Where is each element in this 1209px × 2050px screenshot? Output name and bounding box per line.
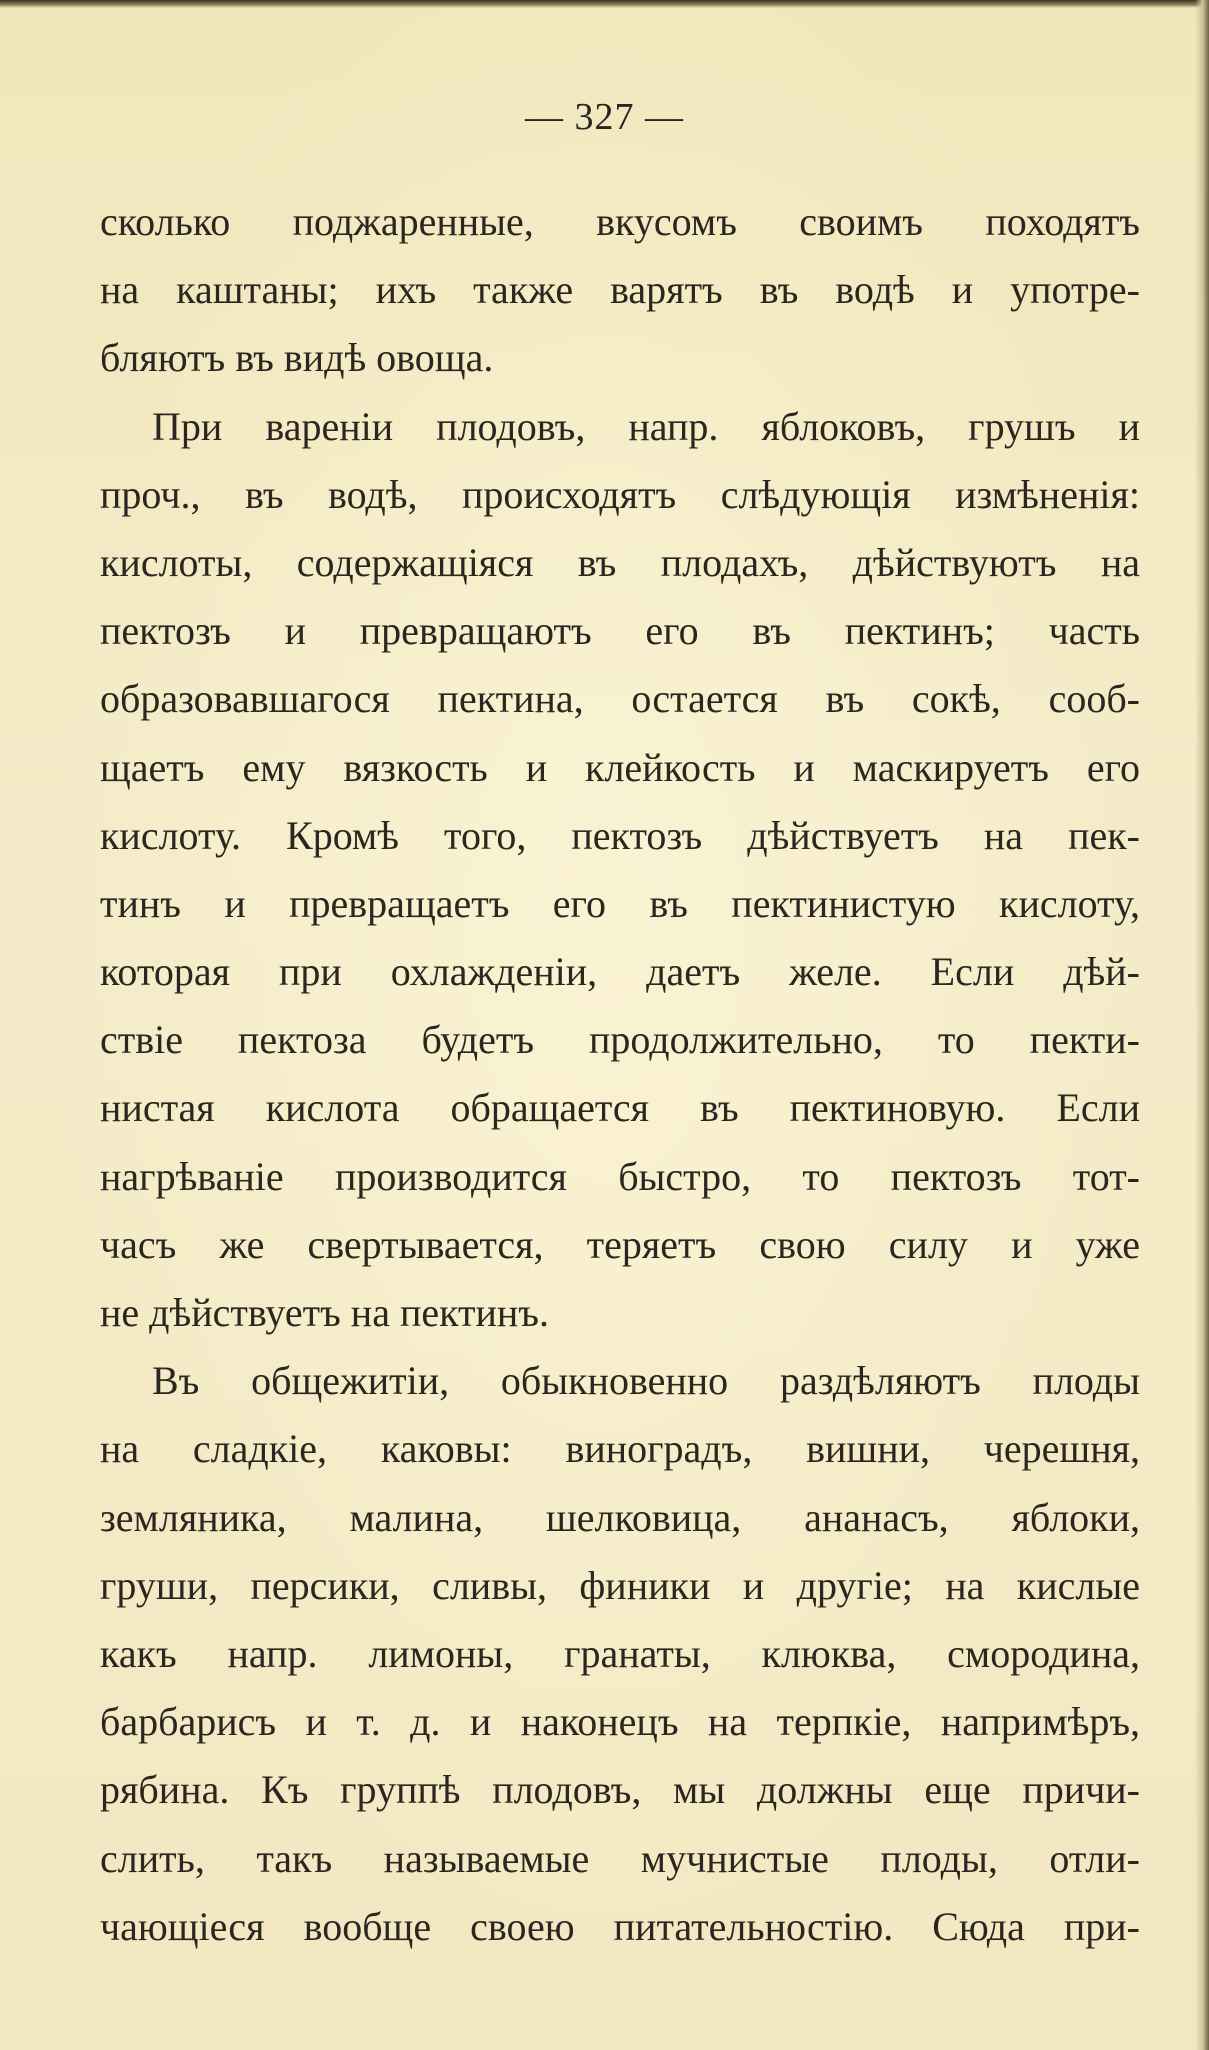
text-line: какъ напр. лимоны, гранаты, клюква, смородина, <box>100 1630 1140 1676</box>
text-line: нистая кислота обращается въ пектиновую. Если <box>100 1085 1140 1131</box>
text-line: которая при охлажденіи, даетъ желе. Если дѣй- <box>100 949 1140 995</box>
text-line: земляника, малина, шелковица, ананасъ, яблоки, <box>100 1494 1140 1540</box>
text-line: барбарисъ и т. д. и наконецъ на терпкіе, напримѣръ, <box>100 1699 1140 1745</box>
page-right-edge <box>1195 0 1209 2050</box>
text-line: образовавшагося пектина, остается въ сокѣ, сооб- <box>100 676 1140 722</box>
text-line: чающіеся вообще своею питательностію. Сюда при- <box>100 1903 1140 1949</box>
text-line: При вареніи плодовъ, напр. яблоковъ, грушъ и <box>152 403 1140 449</box>
body-text <box>100 188 1140 1961</box>
page-top-edge <box>0 0 1209 8</box>
text-line: сколько поджаренные, вкусомъ своимъ походятъ <box>100 199 1140 244</box>
text-line: бляютъ въ видѣ овоща. <box>100 335 494 381</box>
text-line: Въ общежитіи, обыкновенно раздѣляютъ плоды <box>152 1358 1140 1404</box>
text-line: на сладкіе, каковы: виноградъ, вишни, черешня, <box>100 1426 1140 1472</box>
text-line: тинъ и превращаетъ его въ пектинистую кислоту, <box>100 880 1140 926</box>
text-line: нагрѣваніе производится быстро, то пектозъ тот- <box>100 1153 1140 1199</box>
text-line: проч., въ водѣ, происходятъ слѣдующія измѣненія: <box>100 471 1140 517</box>
text-line: кислоты, содержащіяся въ плодахъ, дѣйствуютъ на <box>100 539 1140 585</box>
text-line: груши, персики, сливы, финики и другіе; на кислые <box>100 1562 1140 1608</box>
text-line: рябина. Къ группѣ плодовъ, мы должны еще причи- <box>100 1767 1140 1813</box>
text-line: щаетъ ему вязкость и клейкость и маскируетъ его <box>100 744 1140 790</box>
text-line: не дѣйствуетъ на пектинъ. <box>100 1290 549 1335</box>
text-line: часъ же свертывается, теряетъ свою силу и уже <box>100 1221 1140 1267</box>
text-line: слить, такъ называемые мучнистые плоды, отли- <box>100 1835 1140 1881</box>
text-line: кислоту. Кромѣ того, пектозъ дѣйствуетъ на пек- <box>100 812 1140 858</box>
page-number: — 327 — <box>525 96 684 138</box>
text-line: на каштаны; ихъ также варятъ въ водѣ и употре- <box>100 267 1140 313</box>
text-line: ствіе пектоза будетъ продолжительно, то пекти- <box>100 1017 1140 1063</box>
margin-speck <box>1176 1232 1186 1248</box>
text-line: пектозъ и превращаютъ его въ пектинъ; часть <box>100 608 1140 654</box>
